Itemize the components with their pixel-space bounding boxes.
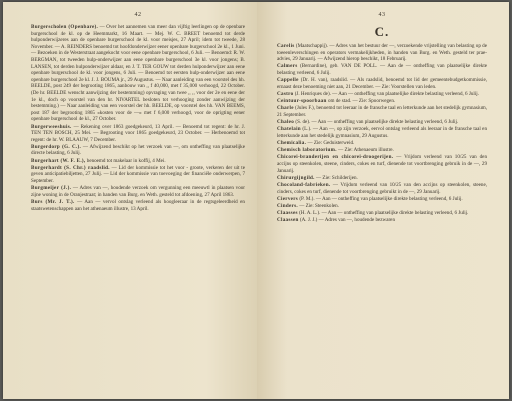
index-entry: [277, 43, 487, 63]
index-entry: [31, 158, 245, 165]
entry-text: (A. J. J.) — Adres van —, houdende bezwaren: [299, 217, 395, 224]
entry-text: — Aan — vervol ontslag verleend als hoogleeraar in de regtsgeleerdheid en staatswetenschappen aan het athenaeum illustre, 13 April.: [31, 199, 245, 212]
book-spread: [3, 2, 509, 399]
entry-text: om de stad. — Zie: Spoorwegen.: [327, 98, 396, 105]
entry-headword: Chemisch laboratorium.: [277, 147, 337, 154]
index-entry: [277, 217, 487, 224]
entry-text: — Zie: Geduisterweid.: [307, 140, 355, 147]
entry-headword: Charle: [277, 105, 294, 112]
index-entry: [277, 98, 487, 105]
entry-text: (H. A. L.). — Aan — ontheffing van plaatselijke direkte belasting verleend, 6 Julij.: [299, 210, 469, 217]
entry-headword: Carelis: [277, 43, 295, 49]
entry-text: — Zie: Athenaeum illustre.: [338, 147, 394, 154]
entry-headword: Burs (Mr. J. T.).: [31, 199, 75, 205]
entry-list: [277, 43, 487, 224]
index-entry: [277, 203, 487, 210]
entry-text: — Rekening over 1863 goedgekeurd, 13 April. — Benoemd tot regent: de hr. J. TEN TEN BOSCH, 25 Mei. — Begrooting voor 1865 goedgekeurd, 23 October. — Herbenoemd tot regent: de hr. W. BLAAUW, 7 December.: [31, 123, 245, 143]
entry-text: — Afwijzend beschikt op het verzoek van —, om ontheffing van plaatselijke directe belasting, 6 Julij.: [31, 143, 245, 157]
page-number: 42: [134, 12, 142, 18]
entry-headword: Ceintuur-spoorbaan: [277, 98, 327, 105]
index-entry: [277, 119, 487, 126]
entry-text: — Adres van —, houdende verzoek om vergunning een meeuwtl in plaatsen voor zijne woning in de Oranjestraat; in handen van Burg. en Weth. gesteld tot afdoening, 27 April 1863.: [31, 185, 245, 198]
section-letter: C.: [374, 24, 390, 39]
index-entry: [277, 182, 487, 195]
entry-headword: Burgerhart (W. F. E.),: [31, 157, 86, 164]
entry-text: — Vrijdom verleend van 10/25 van den accijns op steenkolen, steene, cinders, cokes en turf, dienende tot voortbrenging gebruikt in de —, 29 Januarij.: [277, 182, 487, 195]
entry-text: (Bernardine), geb. VAN DE POLL. — Aan de — ontheffing van plaatselijke direkte belasting verleend, 6 Julij.: [277, 63, 487, 76]
index-entry: [31, 185, 245, 198]
entry-text: — Lid der kommissie tot het voor - groote, verkeren der uit te geven anticipatiebiljetten, 27 Julij. — Lid der kommissie van toevoeging der financiële onderwerpen, 7 September.: [31, 164, 245, 185]
entry-headword: Chaleo: [277, 119, 295, 126]
index-entry: [277, 147, 487, 154]
index-entry: [277, 154, 487, 174]
entry-text: (Dr. H. van), raadslid. — Als raadslid, benoemd tot lid der gemeentebudgetkommissie, ernaast deze benoeming niet aan, 21 December. — Zie: Voorstellen van leden.: [277, 77, 487, 90]
index-entry: [277, 210, 487, 217]
index-entry: [277, 77, 487, 90]
left-page: [3, 2, 257, 399]
entry-text: — Zie: Schilderijen.: [316, 174, 358, 181]
entry-headword: Chemicalia.: [277, 140, 307, 147]
index-entry: [277, 63, 487, 76]
index-entry: [277, 196, 487, 203]
index-entry: [31, 144, 245, 157]
entry-headword: Burgerdorp (G. C.).: [31, 143, 82, 150]
entry-headword: Chocoland-fabrieken.: [277, 182, 331, 188]
entry-text: — Over het aannemen van meer dan vijftig leerlingen op de openbare burgerschool 4e kl. op de Heemmarkt, 16 Maart. — Mej. W. C. BREET benoemd tot derde hulponderwijzeres aan de openbare burgerschool 4e kl. voor meisjes, 27 April; idem tot tweede, 28 November. — A. REINDERS benoemd tot hoofdonderwijzer eener openbare burgerschool 2e kl., 1 Juni. — Bezoeken in de Westerstraat aangekocht voor eene openbare burgerschool, 6 Juli. — Benoemd: R. W. BERGMAN, tot tweeden hulp-onderwijzer aan eene openbare burgerschool 3e kl. voor jongens; B. LANSEN, tot derden hulponderwijzer aldaar, en J. T. TER GOUW tot derden hulponderwijzer aan eene openbare burgerschool 4e kl. voor jongens, 6 Juli. — Benoemd tot eersten hulp-onderwijzer aan eene openbare burgerschool 2e kl. J. J. BOUMA jr., 29 Augustus. — Naar aanleiding van een voorstel des hh. BEELDE, post 249 der begrooting 1865, aanbouw van ,, f 40,000, met f 35,000 verhoogd, 22 October. (De hr. BEELDE wenscht aanwijzing der bestemming) opvraging van twee ,, ,, voor der 2e en eene der 1e kl., doch op voorstel van den hr. NIVARTEL besloten tot verhooging zonder aanwijzing der bestemming.) — Naar aanleiding van een voorstel der hh. BEELDE, op voorstel des hh. VAN BEEMS, post 187 der begrooting 1865 «kosten voor de —» met f 6,000 verhoogd, voor de oprigting eener openbare burgerschool 4e kl., 27 October.: [31, 24, 245, 123]
entry-headword: Cappelle: [277, 77, 299, 84]
entry-text: — Vrijdom verleend van 10/25 van den accijns op steenkolen, steene, cinders, cokes en turf, dienende tot voortbrenging gebruik in de —, 29 Januarij.: [277, 154, 487, 174]
entry-headword: Cinders.: [277, 202, 298, 209]
entry-headword: Calmers: [277, 63, 298, 70]
entry-text: (S. de). — Aan — ontheffing van plaatselijke direkte belasting verleend, 6 Julij.: [295, 119, 459, 126]
entry-headword: Ciervers: [277, 195, 299, 202]
entry-text: benoemd tot makelaar in koffij, 4 Mei.: [86, 157, 166, 164]
entry-headword: Claasses: [277, 210, 298, 217]
entry-text: — Zie: Steenkolen.: [299, 202, 339, 209]
entry-headword: Burgmeijer (J.).: [31, 185, 72, 192]
entry-headword: Chirurgijngild.: [277, 174, 315, 181]
index-entry: [31, 199, 245, 212]
entry-headword: Burgerweeshuis.: [31, 123, 72, 130]
index-entry: [277, 91, 487, 98]
entry-text: (P. M.). — Aan — ontheffing van plaatselijke direkte belasting verleend, 6 Julij.: [299, 195, 463, 202]
index-entry: [277, 105, 487, 118]
index-entry: [31, 24, 245, 123]
right-page: [257, 2, 509, 399]
entry-headword: Claassen: [277, 217, 299, 224]
page-number: 43: [378, 12, 386, 18]
entry-text: (Jules F.), benoemd tot leeraar in de fransche taal en letterkunde aan het stedelijk gymnasium, 21 September.: [277, 105, 487, 118]
entry-headword: Burgerhardt (S. Chr.) raadslid.: [31, 164, 110, 171]
entry-list: [31, 24, 245, 212]
index-entry: [277, 175, 487, 182]
entry-headword: Castro: [277, 90, 294, 97]
entry-headword: Chatelain: [277, 126, 301, 133]
entry-headword: Burgerscholen (Openbare).: [31, 24, 99, 30]
entry-headword: Chicorei-branderijen en chicorei-droogerijen.: [277, 154, 394, 161]
entry-text: (L.). — Aan —, op zijn verzoek, eervol ontslag verleend als leeraar in de fransche taal en letterkunde aan het stedelijk gymnasium, 29 Augustus.: [277, 126, 487, 139]
entry-text: (Maatschappij). — Adres van het bestuur der —, verzoekende vrijstelling van belasting op de toeeenleverschingen en operators vermakelijkheden, in handen van Burg. en Weth. gesteld ter prae-advies, 29 Januarij. — Afwijzend hierop beschikt, 18 Februarij.: [277, 43, 487, 63]
entry-text: (J. Henriques de). — Aan — ontheffing van plaatselijke direkte belasting verleend, 6 Julij.: [294, 90, 479, 97]
index-entry: [277, 126, 487, 139]
index-entry: [31, 124, 245, 144]
index-entry: [277, 140, 487, 147]
index-entry: [31, 165, 245, 185]
